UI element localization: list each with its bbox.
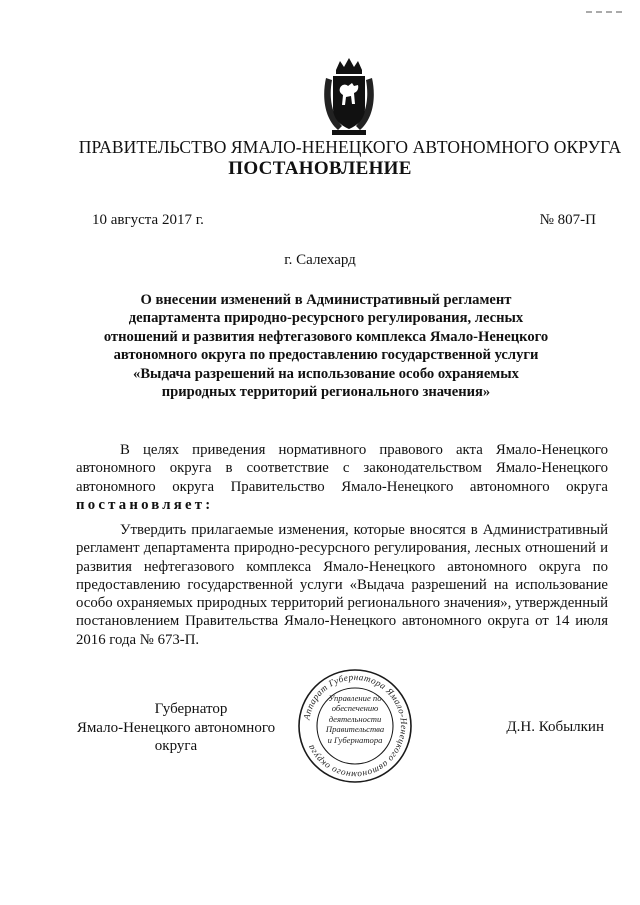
- document-date: 10 августа 2017 г.: [92, 212, 204, 228]
- resolution-paragraph: [76, 521, 608, 649]
- scan-mark: [586, 0, 626, 2]
- document-title: О внесении изменений в Административный регламент департамента природно-ресурсного регулирования, лесных отношений и развития нефтегазового комплекса Ямало-Ненецкого автономного округа по предоставлению государственной услуги «Выдача разрешений на использование особо охраняемых природных территорий регионального значения»: [103, 292, 549, 401]
- resolution-text: Утвердить прилагаемые изменения, которые вносятся в Административный регламент департамента природно-ресурсного регулирования, лесных отношений и развития нефтегазового комплекса Ямало-Ненецкого автономного округа по предоставлению государственной услуги «Выдача разрешений на использование особо охраняемых природных территорий регионального значения», утвержденный постановлением Правительства Ямало-Ненецкого автономного округа от 14 июля 2016 года № 673-П.: [76, 522, 608, 648]
- signatory-name: Д.Н. Кобылкин: [506, 719, 604, 735]
- resolves-word: постановляет:: [76, 496, 214, 513]
- document-city: г. Салехард: [284, 252, 356, 268]
- coat-of-arms-icon: [318, 56, 380, 136]
- document-number: № 807-П: [539, 212, 596, 228]
- signatory-title: [76, 700, 276, 756]
- preamble-paragraph: [76, 441, 608, 514]
- document-type: ПОСТАНОВЛЕНИЕ: [228, 158, 412, 179]
- signatory-region: Ямало-Ненецкого автономного округа: [76, 719, 276, 754]
- organization-name: ПРАВИТЕЛЬСТВО ЯМАЛО-НЕНЕЦКОГО АВТОНОМНОГО ОКРУГА: [78, 137, 622, 157]
- signatory-position: Губернатор: [154, 701, 228, 717]
- official-stamp: [296, 667, 414, 785]
- preamble-text: В целях приведения нормативного правового акта Ямало-Ненецкого автономного округа в соответствие с законодательством Ямало-Ненецкого автономного округа Правительство Ямало-Ненецкого автономного округа: [76, 442, 608, 495]
- stamp-ring-text: Аппарат Губернатора Ямало-Ненецкого автономного округа: [301, 671, 410, 781]
- stamp-inner-text: Управление по обеспечению деятельности Правительства и Губернатора: [325, 693, 385, 745]
